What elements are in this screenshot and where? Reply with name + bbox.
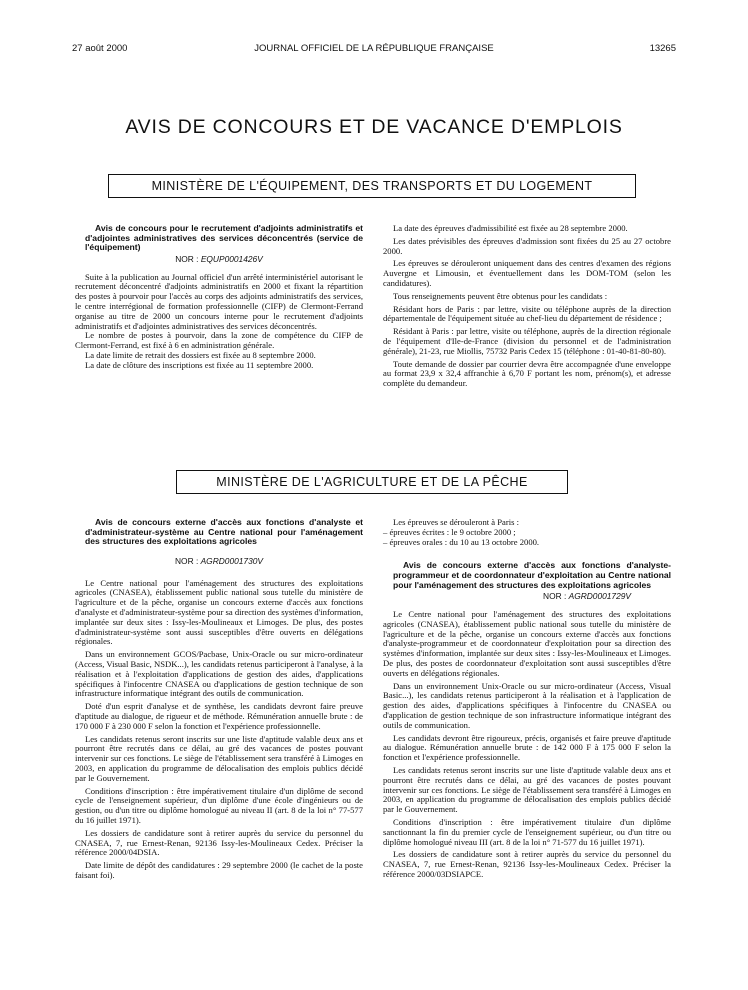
paragraph: Toute demande de dossier par courrier devra être accompagnée d'une enveloppe au format 23,9 x 32,4 affranchie à 6,70 F portant les nom, prénom(s), et adresse complète du demandeur. xyxy=(383,358,671,389)
section1-column-right xyxy=(383,224,671,389)
article-title: Avis de concours externe d'accès aux fonctions d'analyste et d'administrateur-système au Centre national pour l'aménagement des structures des exploitations agricoles xyxy=(85,517,363,547)
paragraph: Résidant à Paris : par lettre, visite ou téléphone, auprès de la direction régionale de l'équipement d'Ile-de-France (division du personnel et de l'administration générale), 21-23, rue Miollis, 75732 Paris Cedex 15 (téléphone : 01-40-81-80-80). xyxy=(383,326,671,356)
header-page-number: 13265 xyxy=(649,43,676,54)
ministry-agriculture-box: MINISTÈRE DE L'AGRICULTURE ET DE LA PÊCHE xyxy=(176,470,568,494)
paragraph: Doté d'un esprit d'analyse et de synthèse, les candidats devront faire preuve d'aptitude au dialogue, de rigueur et de méthode. Rémunération annuelle brute : de 170 000 F à 230 000 F selon la fonction et l'expérience professionnelle. xyxy=(75,701,363,731)
paragraph: Conditions d'inscription : être impérativement titulaire d'un diplôme sanctionnant la fin du premier cycle de l'enseignement supérieur, ou d'un titre ou diplôme homologué niveau III (art. 8 de la loi n° 71-577 du 16 juillet 1971). xyxy=(383,816,671,847)
nor-code: AGRD0001729V xyxy=(568,591,631,602)
paragraph: Les dossiers de candidature sont à retirer auprès du service du personnel du CNASEA, 7, rue Ernest-Renan, 92136 Issy-les-Moulineaux Cedex. Préciser la référence 2000/04DSIA. xyxy=(75,827,363,858)
article-title: Avis de concours externe d'accès aux fonctions d'analyste-programmeur et de coordonnateur d'exploitation au Centre national pour l'aménagement des structures des exploitations agricoles xyxy=(393,560,671,590)
section2-column-right xyxy=(383,518,671,880)
paragraph: Les candidats retenus seront inscrits sur une liste d'aptitude valable deux ans et pourront être recrutés dans ce délai, au gré des vacances de postes pouvant intervenir sur ces fonctions. Le siège de l'établissement sera transféré à Limoges en 2003, en application du programme de délocalisation des emplois publics décidé par le Gouvernement. xyxy=(75,733,363,783)
list-item: – épreuves écrites : le 9 octobre 2000 ; xyxy=(383,526,516,537)
paragraph: Le Centre national pour l'aménagement des structures des exploitations agricoles (CNASEA), établissement public national sous tutelle du ministère de l'agriculture et de la pêche, organise un concours externe d'accès aux fonctions d'analyste et d'administrateur-système pour sa direction des systèmes d'information, implantée sur deux sites : Issy-les-Moulineaux et Limoges. De plus, des postes d'administrateur-système sont aussi susceptibles d'être ouverts en délégations régionales. xyxy=(75,577,363,647)
page-header xyxy=(72,43,676,57)
nor-code: EQUP0001426V xyxy=(200,253,263,264)
paragraph: Suite à la publication au Journal officiel d'un arrêté interministériel autorisant le recrutement déconcentré d'adjoints administratifs en 2000 et fixant la répartition des postes à pourvoir pour l'accès au corps des adjoints administratifs des services, le centre interrégional de formation professionnelle (CIFP) de Clermont-Ferrand organise au titre de 2000 un concours interne pour le recrutement d'adjoints administratifs et d'adjointes administratives des services déconcentrés. xyxy=(75,271,363,331)
nor-label: NOR : xyxy=(543,591,567,602)
paragraph: Les épreuves se dérouleront à Paris : xyxy=(393,517,519,527)
article-title: Avis de concours pour le recrutement d'adjoints administratifs et d'adjointes administratives des services déconcentrés (service de l'équipement) xyxy=(85,223,363,253)
paragraph: Dans un environnement Unix-Oracle ou sur micro-ordinateur (Access, Visual Basic...), les candidats retenus participeront à la réalisation et à l'application de gestion des aides, d'applications spécifiques à l'infocentre du CNASEA ou d'application de gestion technique de son infrastructure informatique intégrant des outils de communication. xyxy=(383,680,671,730)
paragraph: Les dossiers de candidature sont à retirer auprès du service du personnel du CNASEA, 7, rue Ernest-Renan, 92136 Issy-les-Moulineaux Cedex. Préciser la référence 2000/03DSIAPCE. xyxy=(383,849,671,879)
section2-column-left xyxy=(75,518,363,881)
section1-column-left xyxy=(75,224,363,371)
paragraph: La date des épreuves d'admissibilité est fixée au 28 septembre 2000. xyxy=(393,223,628,233)
list-item: – épreuves orales : du 10 au 13 octobre 2000. xyxy=(383,536,540,547)
paragraph: Dans un environnement GCOS/Pacbase, Unix-Oracle ou sur micro-ordinateur (Access, Visual Basic, NSDK...), les candidats retenus participeront à l'analyse, à la réalisation et à l'exploitation d'applications de gestion des aides, d'applications spécifiques à l'infocentre CNASEA ou d'applications de gestion technique de son infrastructure informatique intégrant des outils de communication. xyxy=(75,649,363,699)
paragraph: Les dates prévisibles des épreuves d'admission sont fixées du 25 au 27 octobre 2000. xyxy=(383,235,671,256)
paragraph: Résidant hors de Paris : par lettre, visite ou téléphone auprès de la direction départementale de l'équipement située au chef-lieu du département de résidence ; xyxy=(383,303,671,324)
nor-label: NOR : xyxy=(175,253,199,264)
header-date: 27 août 2000 xyxy=(72,43,128,54)
nor-code: AGRD0001730V xyxy=(200,555,263,566)
paragraph: Le Centre national pour l'aménagement des structures des exploitations agricoles (CNASEA), établissement public national sous tutelle du ministère de l'agriculture et de la pêche, organise un concours externe d'accès aux fonctions d'analyste-programmeur et de coordonnateur d'exploitation pour sa direction des systèmes d'information, implantée sur deux sites : Issy-les-Moulineaux et Limoges. De plus, des postes de coordonnateur d'exploitation sont aussi susceptibles d'être ouverts en délégations régionales. xyxy=(383,608,671,678)
nor-label: NOR : xyxy=(175,555,199,566)
ministry-equipement-box: MINISTÈRE DE L'ÉQUIPEMENT, DES TRANSPORTS ET DU LOGEMENT xyxy=(108,174,636,198)
nor-reference xyxy=(75,255,363,265)
paragraph: Les épreuves se dérouleront uniquement dans des centres d'examen des régions Auvergne et Limousin, et éventuellement dans les DOM-TOM (selon les candidatures). xyxy=(383,258,671,288)
paragraph: La date limite de retrait des dossiers est fixée au 8 septembre 2000. xyxy=(85,349,316,360)
main-title: AVIS DE CONCOURS ET DE VACANCE D'EMPLOIS xyxy=(125,116,623,138)
header-journal-name: JOURNAL OFFICIEL DE LA RÉPUBLIQUE FRANÇAISE xyxy=(254,43,494,54)
paragraph: Les candidats devront être rigoureux, précis, organisés et faire preuve d'aptitude au dialogue. Rémunération annuelle brute : de 142 000 F à 175 000 F selon la fonction et l'expérience professionnelle. xyxy=(383,732,671,763)
paragraph: Date limite de dépôt des candidatures : 29 septembre 2000 (le cachet de la poste faisant foi). xyxy=(75,860,363,880)
paragraph: La date de clôture des inscriptions est fixée au 11 septembre 2000. xyxy=(85,359,314,370)
paragraph: Conditions d'inscription : être impérativement titulaire d'un diplôme de second cycle de l'enseignement supérieur, d'un diplôme d'une école d'ingénieurs ou de gestion, ou d'un titre ou diplôme homologué au niveau II (art. 8 de la loi n° 77-577 du 16 juillet 1971). xyxy=(75,785,363,825)
paragraph: Tous renseignements peuvent être obtenus pour les candidats : xyxy=(393,290,608,301)
nor-reference xyxy=(75,557,363,567)
nor-reference xyxy=(383,592,671,602)
paragraph: Les candidats retenus seront inscrits sur une liste d'aptitude valable deux ans et pourront être recrutés dans ce délai, au gré des vacances de postes pouvant intervenir sur ces fonctions. Le siège de l'établissement sera transféré à Limoges en 2003, en application du programme de délocalisation des emplois publics décidé par le Gouvernement. xyxy=(383,764,671,815)
paragraph: Le nombre de postes à pourvoir, dans la zone de compétence du CIFP de Clermont-Ferrand, est fixé à 6 en administration générale. xyxy=(75,330,363,351)
